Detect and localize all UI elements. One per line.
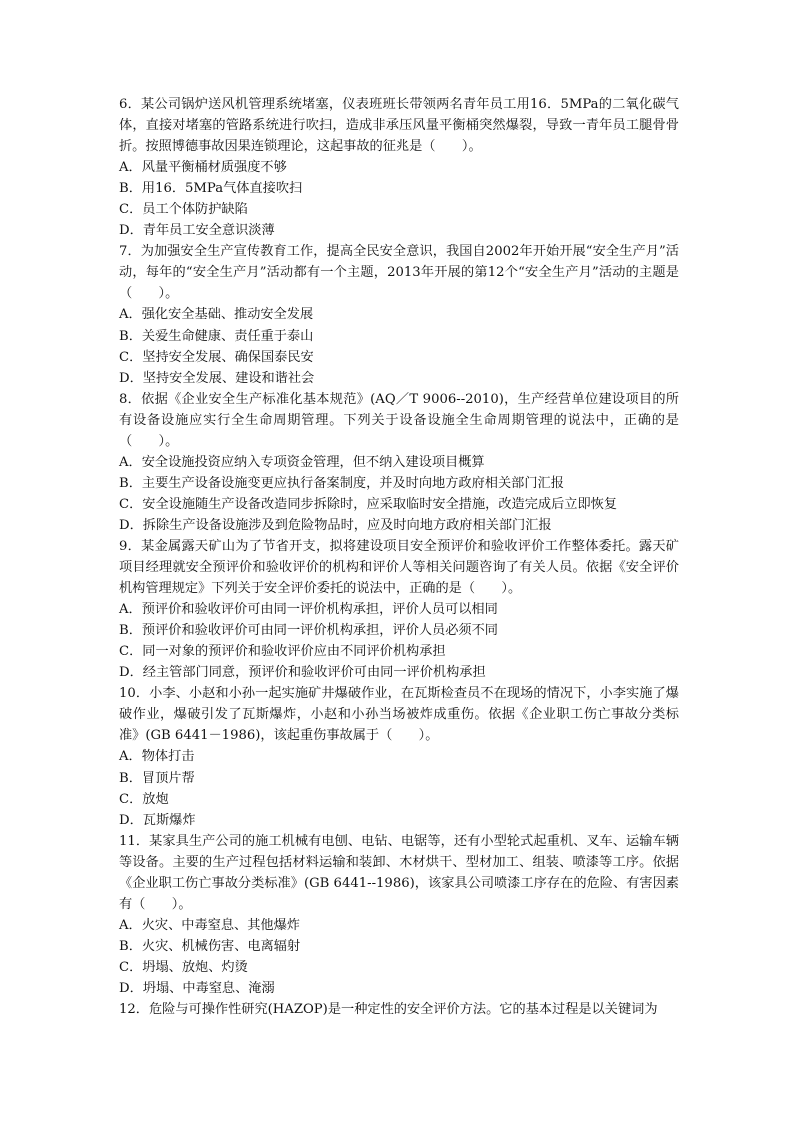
question-stem: 7．为加强安全生产宣传教育工作，提高全民安全意识，我国自2002年开始开展“安全生产月”活动，每年的“安全生产月”活动都有一个主题，2013年开展的第12个“安全生产月”活动的主题是（ ）。 — [119, 244, 679, 302]
question-11 — [119, 831, 679, 999]
option-a: A．物体打击 — [119, 749, 195, 765]
option-c: C．员工个体防护缺陷 — [119, 202, 248, 218]
option-c: C．放炮 — [119, 791, 169, 807]
option-d: D．青年员工安全意识淡薄 — [119, 223, 275, 239]
question-stem: 8．依据《企业安全生产标准化基本规范》(AQ／T 9006--2010)，生产经营单位建设项目的所有设备设施应实行全生命周期管理。下列关于设备设施全生命周期管理的说法中，正确的是（ ）。 — [119, 391, 679, 449]
question-9 — [119, 536, 679, 683]
question-stem: 10．小李、小赵和小孙一起实施矿井爆破作业，在瓦斯检查员不在现场的情况下，小李实施了爆破作业，爆破引发了瓦斯爆炸，小赵和小孙当场被炸成重伤。依据《企业职工伤亡事故分类标准》(GB 6441－1986)，该起重伤事故属于（ ）。 — [119, 686, 679, 744]
option-a: A．预评价和验收评价可由同一评价机构承担，评价人员可以相同 — [119, 602, 498, 618]
option-c: C．安全设施随生产设备改造同步拆除时，应采取临时安全措施，改造完成后立即恢复 — [119, 496, 618, 512]
option-a: A．火灾、中毒窒息、其他爆炸 — [119, 917, 300, 933]
question-stem: 11．某家具生产公司的施工机械有电刨、电钻、电锯等，还有小型轮式起重机、叉车、运输车辆等设备。主要的生产过程包括材料运输和装卸、木材烘干、型材加工、组装、喷漆等工序。依据《企业职工伤亡事故分类标准》(GB 6441--1986)，该家具公司喷漆工序存在的危险、有害因素有（ ）。 — [119, 833, 679, 912]
question-stem: 6．某公司锅炉送风机管理系统堵塞，仪表班班长带领两名青年员工用16．5MPa的二氧化碳气体，直接对堵塞的管路系统进行吹扫，造成非承压风量平衡桶突然爆裂，导致一青年员工腿骨骨折。按照博德事故因果连锁理论，这起事故的征兆是（ ）。 — [119, 97, 679, 155]
question-stem: 9．某金属露天矿山为了节省开支，拟将建设项目安全预评价和验收评价工作整体委托。露天矿项目经理就安全预评价和验收评价的机构和评价人等相关问题咨询了有关人员。依据《安全评价机构管理规定》下列关于安全评价委托的说法中，正确的是（ ）。 — [119, 538, 679, 597]
option-d: D．坚持安全发展、建设和谐社会 — [119, 370, 315, 386]
option-d: D．瓦斯爆炸 — [119, 812, 196, 828]
question-stem: 12．危险与可操作性研究(HAZOP)是一种定性的安全评价方法。它的基本过程是以关键词为 — [119, 1002, 658, 1018]
option-d: D．经主管部门同意，预评价和验收评价可由同一评价机构承担 — [119, 665, 486, 681]
option-b: B．火灾、机械伤害、电离辐射 — [119, 938, 301, 954]
option-b: B．冒顶片帮 — [119, 770, 195, 786]
question-7 — [119, 241, 679, 388]
option-a: A．强化安全基础、推动安全发展 — [119, 307, 314, 323]
option-c: C．同一对象的预评价和验收评价应由不同评价机构承担 — [119, 644, 446, 660]
option-d: D．拆除生产设备设施涉及到危险物品时，应及时向地方政府相关部门汇报 — [119, 517, 552, 533]
question-8 — [119, 389, 679, 536]
option-b: B．关爱生命健康、责任重于泰山 — [119, 328, 314, 344]
question-10 — [119, 683, 679, 830]
option-d: D．坍塌、中毒窒息、淹溺 — [119, 980, 275, 996]
question-12 — [119, 999, 679, 1020]
option-b: B．主要生产设备设施变更应执行备案制度，并及时向地方政府相关部门汇报 — [119, 475, 564, 491]
option-c: C．坍塌、放炮、灼烫 — [119, 959, 248, 975]
option-b: B．用16．5MPa气体直接吹扫 — [119, 181, 303, 197]
exam-page — [119, 94, 679, 1020]
option-c: C．坚持安全发展、确保国泰民安 — [119, 349, 314, 365]
option-a: A．安全设施投资应纳入专项资金管理，但不纳入建设项目概算 — [119, 454, 485, 470]
question-6 — [119, 94, 679, 241]
option-a: A．风量平衡桶材质强度不够 — [119, 160, 287, 176]
option-b: B．预评价和验收评价可由同一评价机构承担，评价人员必须不同 — [119, 623, 498, 639]
